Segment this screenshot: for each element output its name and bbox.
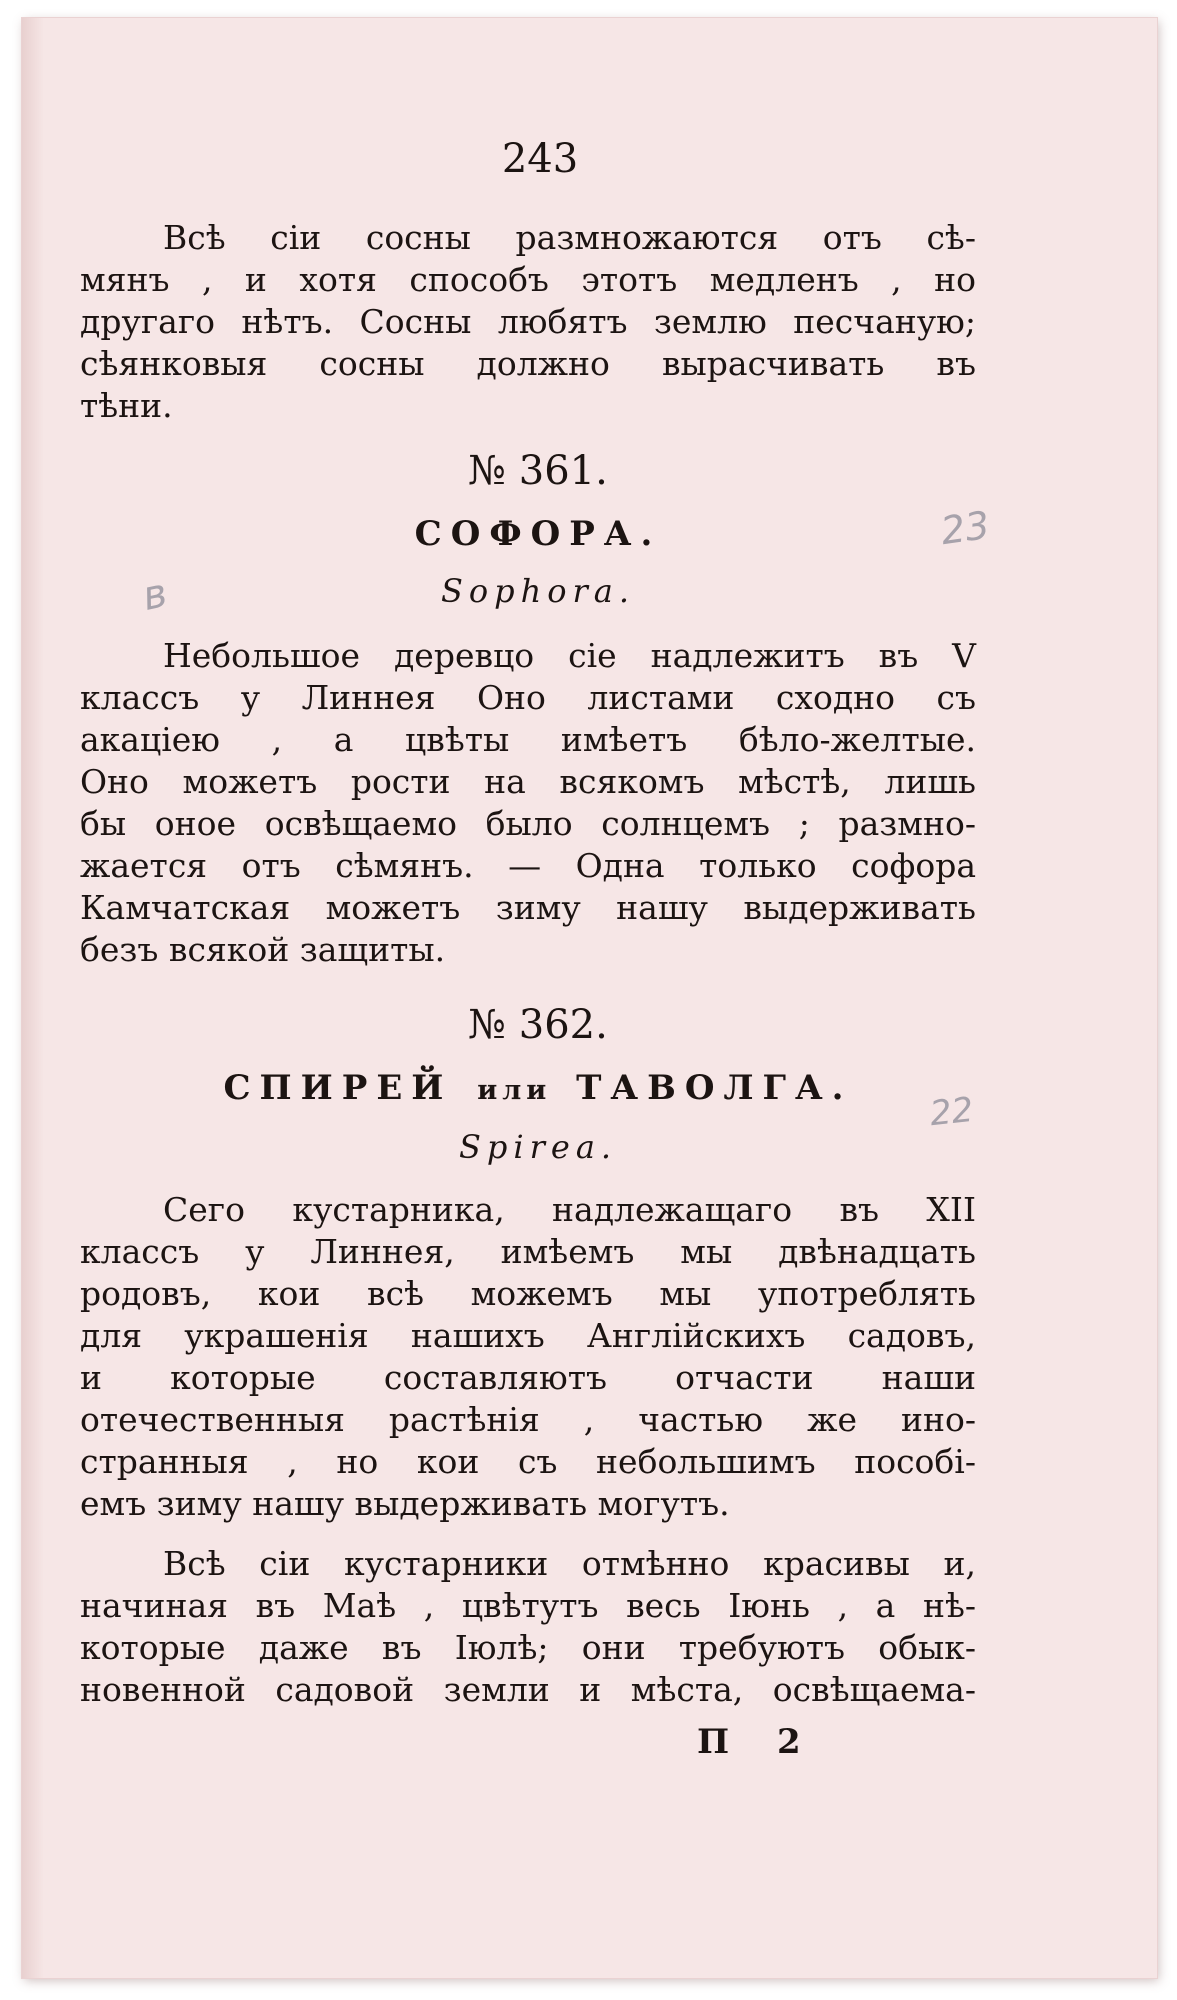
text-line: сѣянковыя сосны должно вырасчивать въ [80,344,976,383]
page-number: 243 [501,136,579,182]
entry-title-conjunction: или [477,1075,552,1106]
text-line: которые даже въ Іюлѣ; они требуютъ обык- [80,1628,976,1667]
text-line: родовъ, кои всѣ можемъ мы употреблять [80,1274,976,1313]
entry-latin-sophora: Sophora. [440,572,636,610]
text-line: бы оное освѣщаемо было солнцемъ ; размно- [80,804,976,843]
entry-title-part-a: СПИРЕЙ [223,1068,453,1108]
text-line: и которые составляютъ отчасти наши [80,1358,976,1397]
entry-latin-spirea: Spirea. [458,1128,618,1166]
text-line: жается отъ сѣмянъ. — Одна только софора [80,846,976,885]
text-line: новенной садовой земли и мѣста, освѣщаема- [80,1670,976,1709]
text-line: Оно можетъ рости на всякомъ мѣстѣ, лишь [80,762,976,801]
signature-mark: П 2 [697,1722,819,1762]
text-line: для украшенія нашихъ Англійскихъ садовъ, [80,1316,976,1355]
pencil-mark: 23 [938,502,993,554]
entry-title-sophora: СОФОРА. [414,514,662,554]
text-line: безъ всякой защиты. [80,930,446,969]
pencil-mark: в [138,570,172,620]
text-line: другаго нѣтъ. Сосны любятъ землю песчаную; [80,302,976,341]
text-line: Всѣ сіи кустарники отмѣнно красивы и, [163,1544,976,1583]
text-line: странныя , но кои съ небольшимъ пособі- [80,1442,976,1481]
text-line: емъ зиму нашу выдерживать могутъ. [80,1484,730,1523]
entry-number-362: № 362. [468,1002,608,1048]
text-line: тѣни. [80,386,173,425]
entry-number-361: № 361. [468,448,608,494]
text-line: акаціею , а цвѣты имѣетъ бѣло-желтые. [80,720,976,759]
text-line: Небольшое деревцо сіе надлежитъ въ V [163,636,976,675]
entry-title-spirea [188,1068,888,1108]
text-line: мянъ , и хотя способъ этотъ медленъ , но [80,260,976,299]
text-line: классъ у Линнея Оно листами сходно съ [80,678,976,717]
entry-title-part-b: ТАВОЛГА. [576,1068,853,1108]
text-line: начиная въ Маѣ , цвѣтутъ весь Іюнь , а нѣ- [80,1586,976,1625]
text-line: отечественныя растѣнія , частью же ино- [80,1400,976,1439]
text-line: Сего кустарника, надлежащаго въ XII [163,1190,976,1229]
pencil-mark: 22 [928,1089,976,1135]
text-line: Камчатская можетъ зиму нашу выдерживать [80,888,976,927]
text-line: Всѣ сіи сосны размножаются отъ сѣ- [163,218,976,257]
text-line: классъ у Линнея, имѣемъ мы двѣнадцать [80,1232,976,1271]
